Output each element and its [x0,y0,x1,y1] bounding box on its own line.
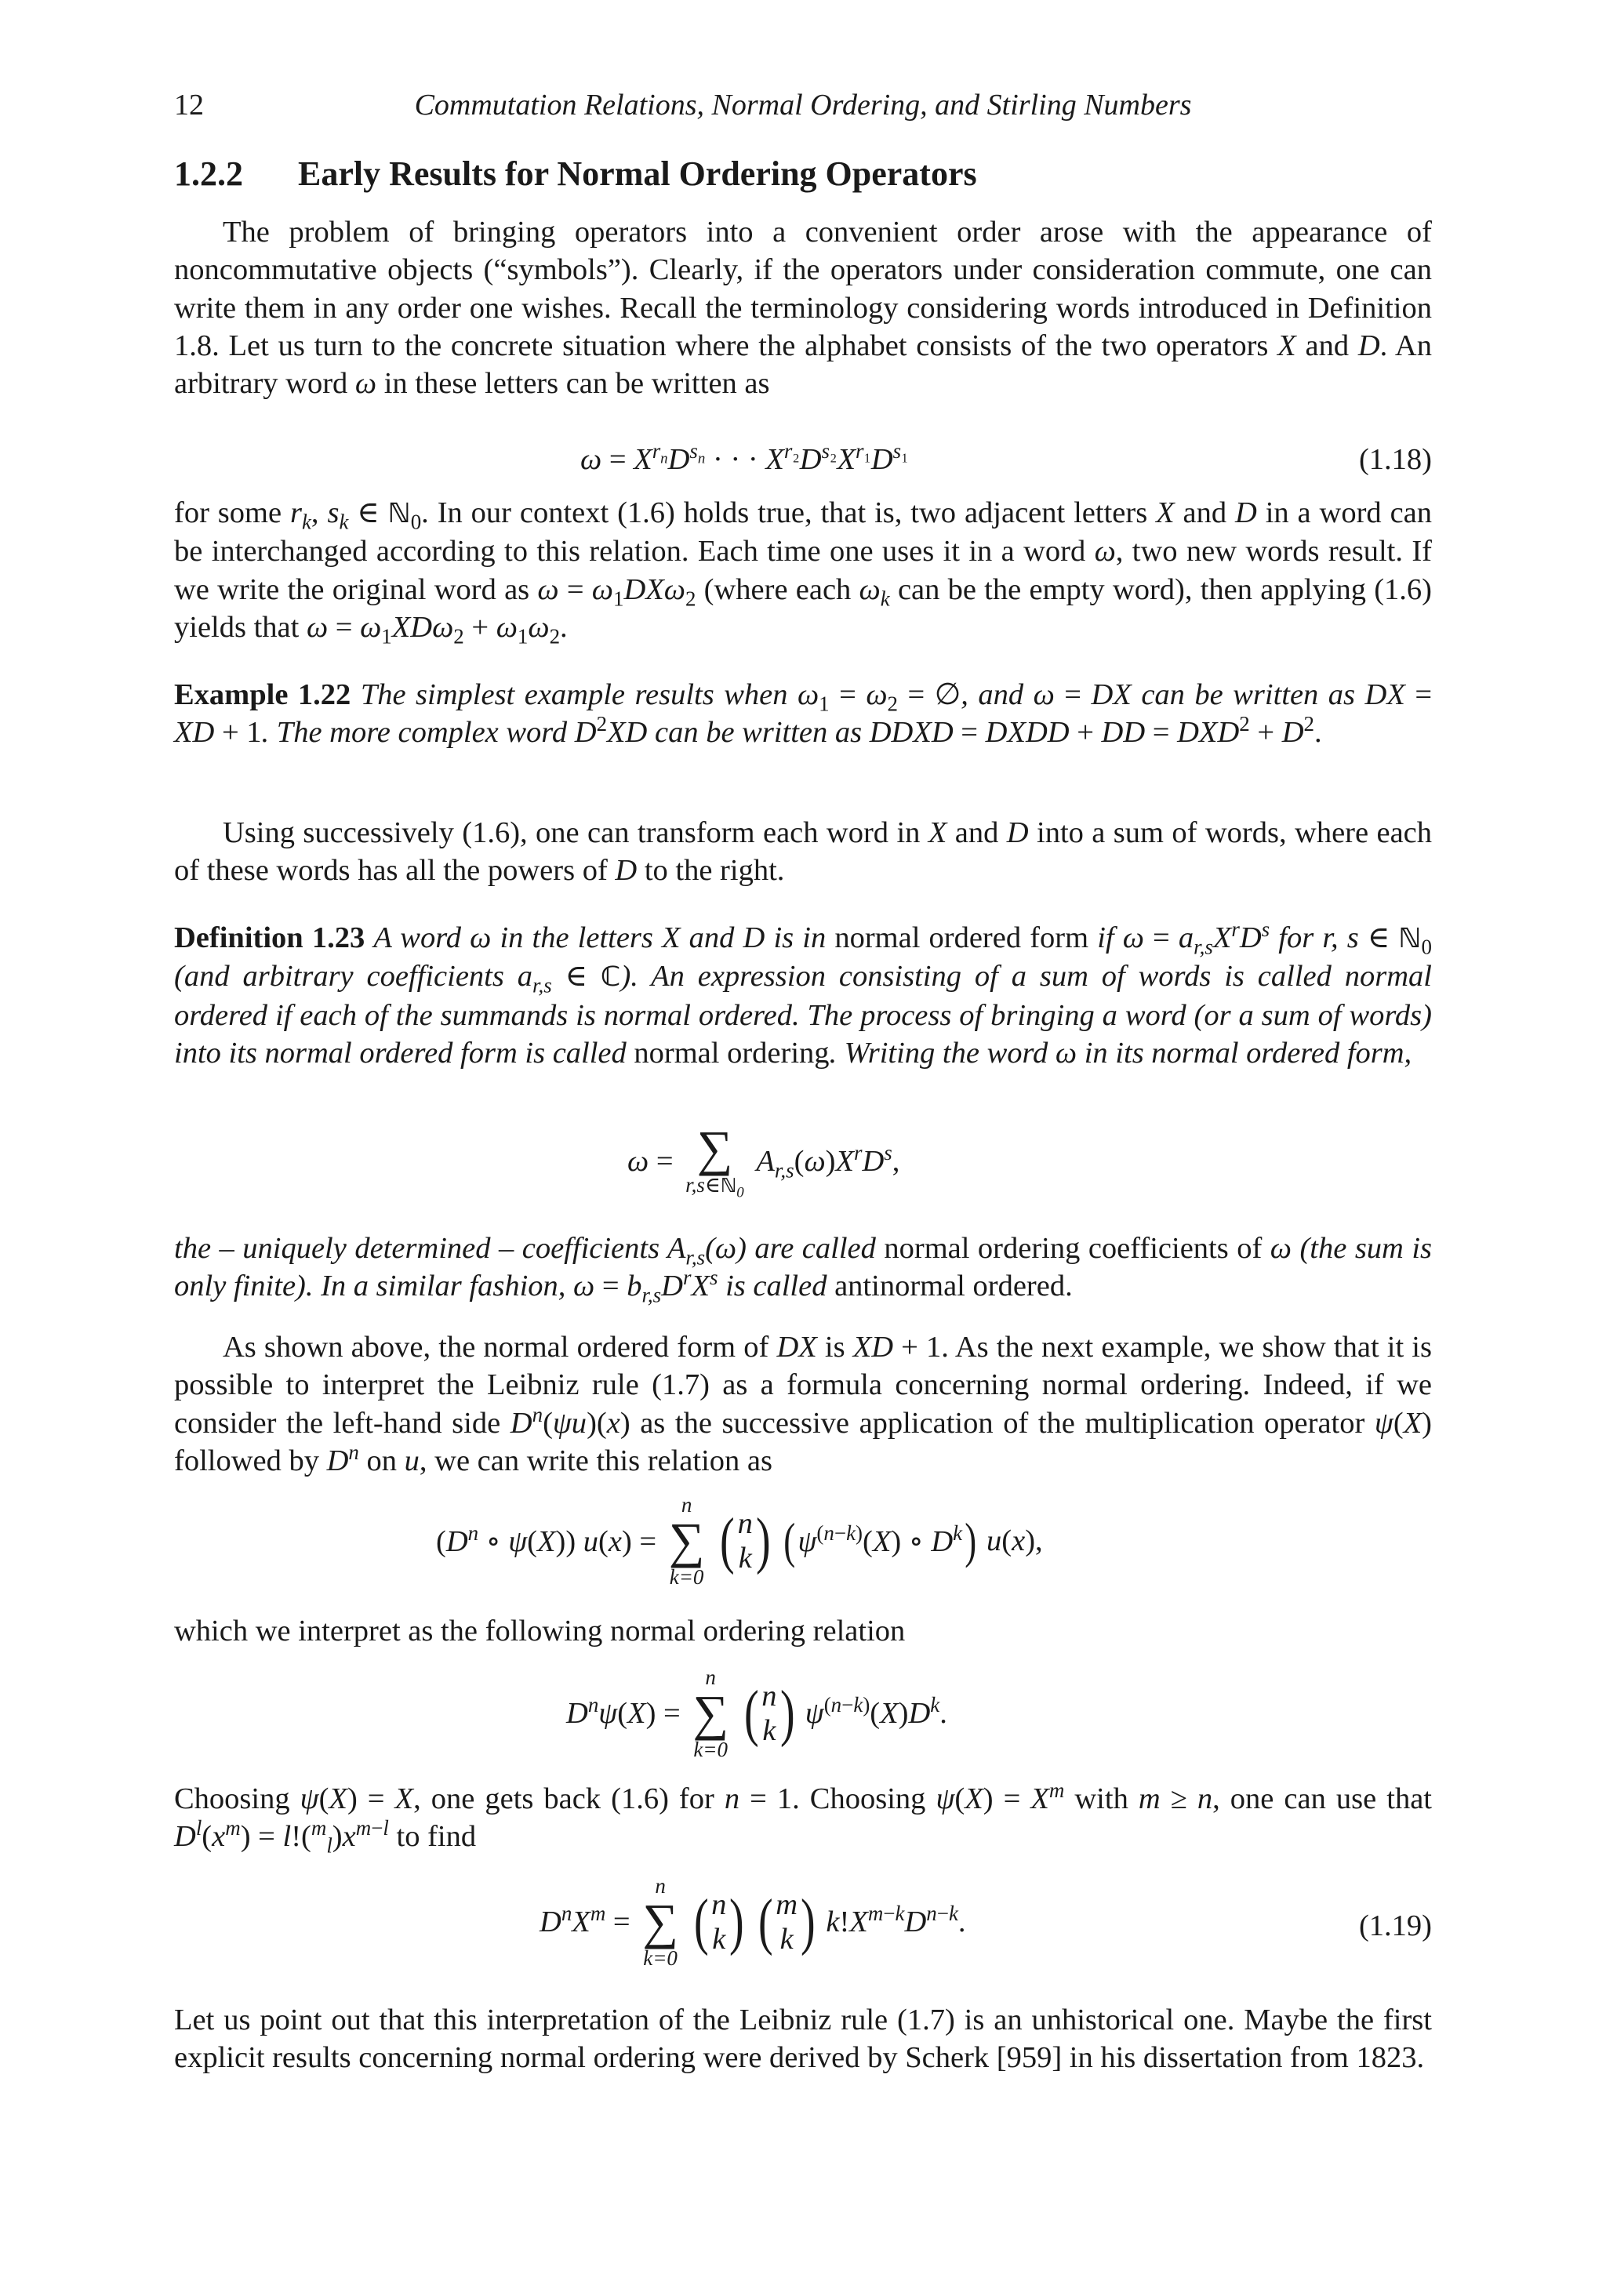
paragraph-interpret: which we interpret as the following normal ordering relation [174,1615,906,1648]
running-header [174,88,1432,127]
page-number: 12 [174,89,204,122]
definition-continued: the – uniquely determined – coefficients $A_{r,s}(\omega)$ are called normal ordering coefficients of ω (the sum is only finite). In a similar fashion, $\omega = b_{r,s}D^rX^s$ is called antinormal ordered. [174,1232,1433,1307]
paragraph-choosing: Choosing ψ(X) = X, one gets back (1.6) for n = 1. Choosing $\psi(X) = X^m$ with m ≥ n, one can use that $D^l(x^m) = l!(^m_l)x^{m-l}$ to find [174,1778,1432,1858]
definition-label: Definition 1.23 [174,921,365,954]
equation-number-1-19: (1.19) [1358,1909,1432,1942]
paragraph-historical: Let us point out that this interpretation of the Leibniz rule (1.7) is an unhistorical one. Maybe the first explicit results concerning normal ordering were derived by Scherk [959] in his dissertation from 1823. [174,2004,1432,2075]
example-label: Example 1.22 [174,678,351,711]
sum-symbol: ∑ r,s∈ℕ$_0$ [685,1121,744,1201]
equation-number-1-18: (1.18) [1358,443,1432,476]
equation-leibniz-operator: ($D^n$ ∘ ψ(X)) u(x) = n ∑ k=0 ( n k) ($\psi^{(n-k)}(X)$ ∘ $D^k$) u(x), [436,1493,1043,1589]
section-heading [174,154,977,194]
binomial-coefficient: ( m k ) [758,1887,816,1956]
binomial-coefficient: ( n k) [743,1678,795,1748]
definition-1-23: Definition 1.23 A word ω in the letters X and D is in normal ordered form if $\omega = a_{r,s}X^rD^s$ for r, s ∈ ℕ$_0$ (and arbitrary coefficients $a_{r,s}$ ∈ ℂ). An expression consisting of a sum of words is called normal ordered if each of the summands is normal ordered. The process of bringing a word (or a sum of words) into its normal ordered form is called normal ordering. Writing the word ω in its normal ordered form, [174,917,1432,1070]
section-number: 1.2.2 [174,154,243,193]
paragraph-commutation: for some $r_k$, $s_k$ ∈ ℕ$_0$. In our context (1.6) holds true, that is, two adjacent letters X and D in a word can be interchanged according to this relation. Each time one uses it in a word ω, two new words result. If we write the original word as $\omega = \omega_1DX\omega_2$ (where each $\omega_k$ can be the empty word), then applying (1.6) yields that $\omega = \omega_1XD\omega_2 + \omega_1\omega_2$. [174,496,1432,648]
paragraph-leibniz: As shown above, the normal ordered form of DX is XD + 1. As the next example, we show that it is possible to interpret the Leibniz rule (1.7) as a formula concerning normal ordering. Indeed, if we consider the left-hand side $D^n(\psi u)(x)$ as the successive application of the multiplication operator ψ(X) followed by $D^n$ on u, we can write this relation as [174,1331,1432,1477]
running-title: Commutation Relations, Normal Ordering, and Stirling Numbers [414,89,1192,122]
section-title: Early Results for Normal Ordering Operators [298,154,977,193]
equation-1-19-body: $D^nX^m$ = n ∑ k=0 ( n k) ( m k ) $k!X^{m-k}D^{n-k}$. [540,1874,966,1970]
equation-normal-ordering-relation: $D^n\psi(X)$ = n ∑ k=0 ( n k) $\psi^{(n-k)}(X)D^k$. [566,1666,947,1761]
paragraph-intro: The problem of bringing operators into a convenient order arose with the appearance of noncommutative objects (“symbols”). Clearly, if the operators under consideration commute, one can write them in any order one wishes. Recall the terminology considering words introduced in Definition 1.8. Let us turn to the concrete situation where the alphabet consists of the two operators X and D. An arbitrary word ω in these letters can be written as [174,216,1432,401]
example-1-22: Example 1.22 The simplest example results when $\omega_1 = \omega_2$ = ∅, and ω = DX can be written as DX = XD + 1. The more complex word $D^2XD$ can be written as DDXD = DXDD + DD = $DXD^2 + D^2$. [174,678,1433,750]
sum-symbol: n ∑ k=0 [642,1874,678,1970]
equation-1-19 [174,1874,1432,1984]
binomial-coefficient: ( n k) [693,1887,745,1956]
equation-1-18-body: $\omega = X^{r_n}D^{s_n}$ · · · $X^{r_2}D^{s_2}X^{r_1}D^{s_1}$ [580,439,909,476]
binomial-coefficient: ( n k) [720,1506,771,1575]
paragraph-successive: Using successively (1.6), one can transform each word in X and D into a sum of words, where each of these words has all the powers of D to the right. [174,816,1432,888]
sum-symbol: n ∑ k=0 [692,1666,729,1761]
sum-symbol: n ∑ k=0 [668,1493,705,1589]
equation-normal-ordered-sum: ω = ∑ r,s∈ℕ$_0$ $A_{r,s}(\omega)X^rD^s$, [627,1121,900,1201]
